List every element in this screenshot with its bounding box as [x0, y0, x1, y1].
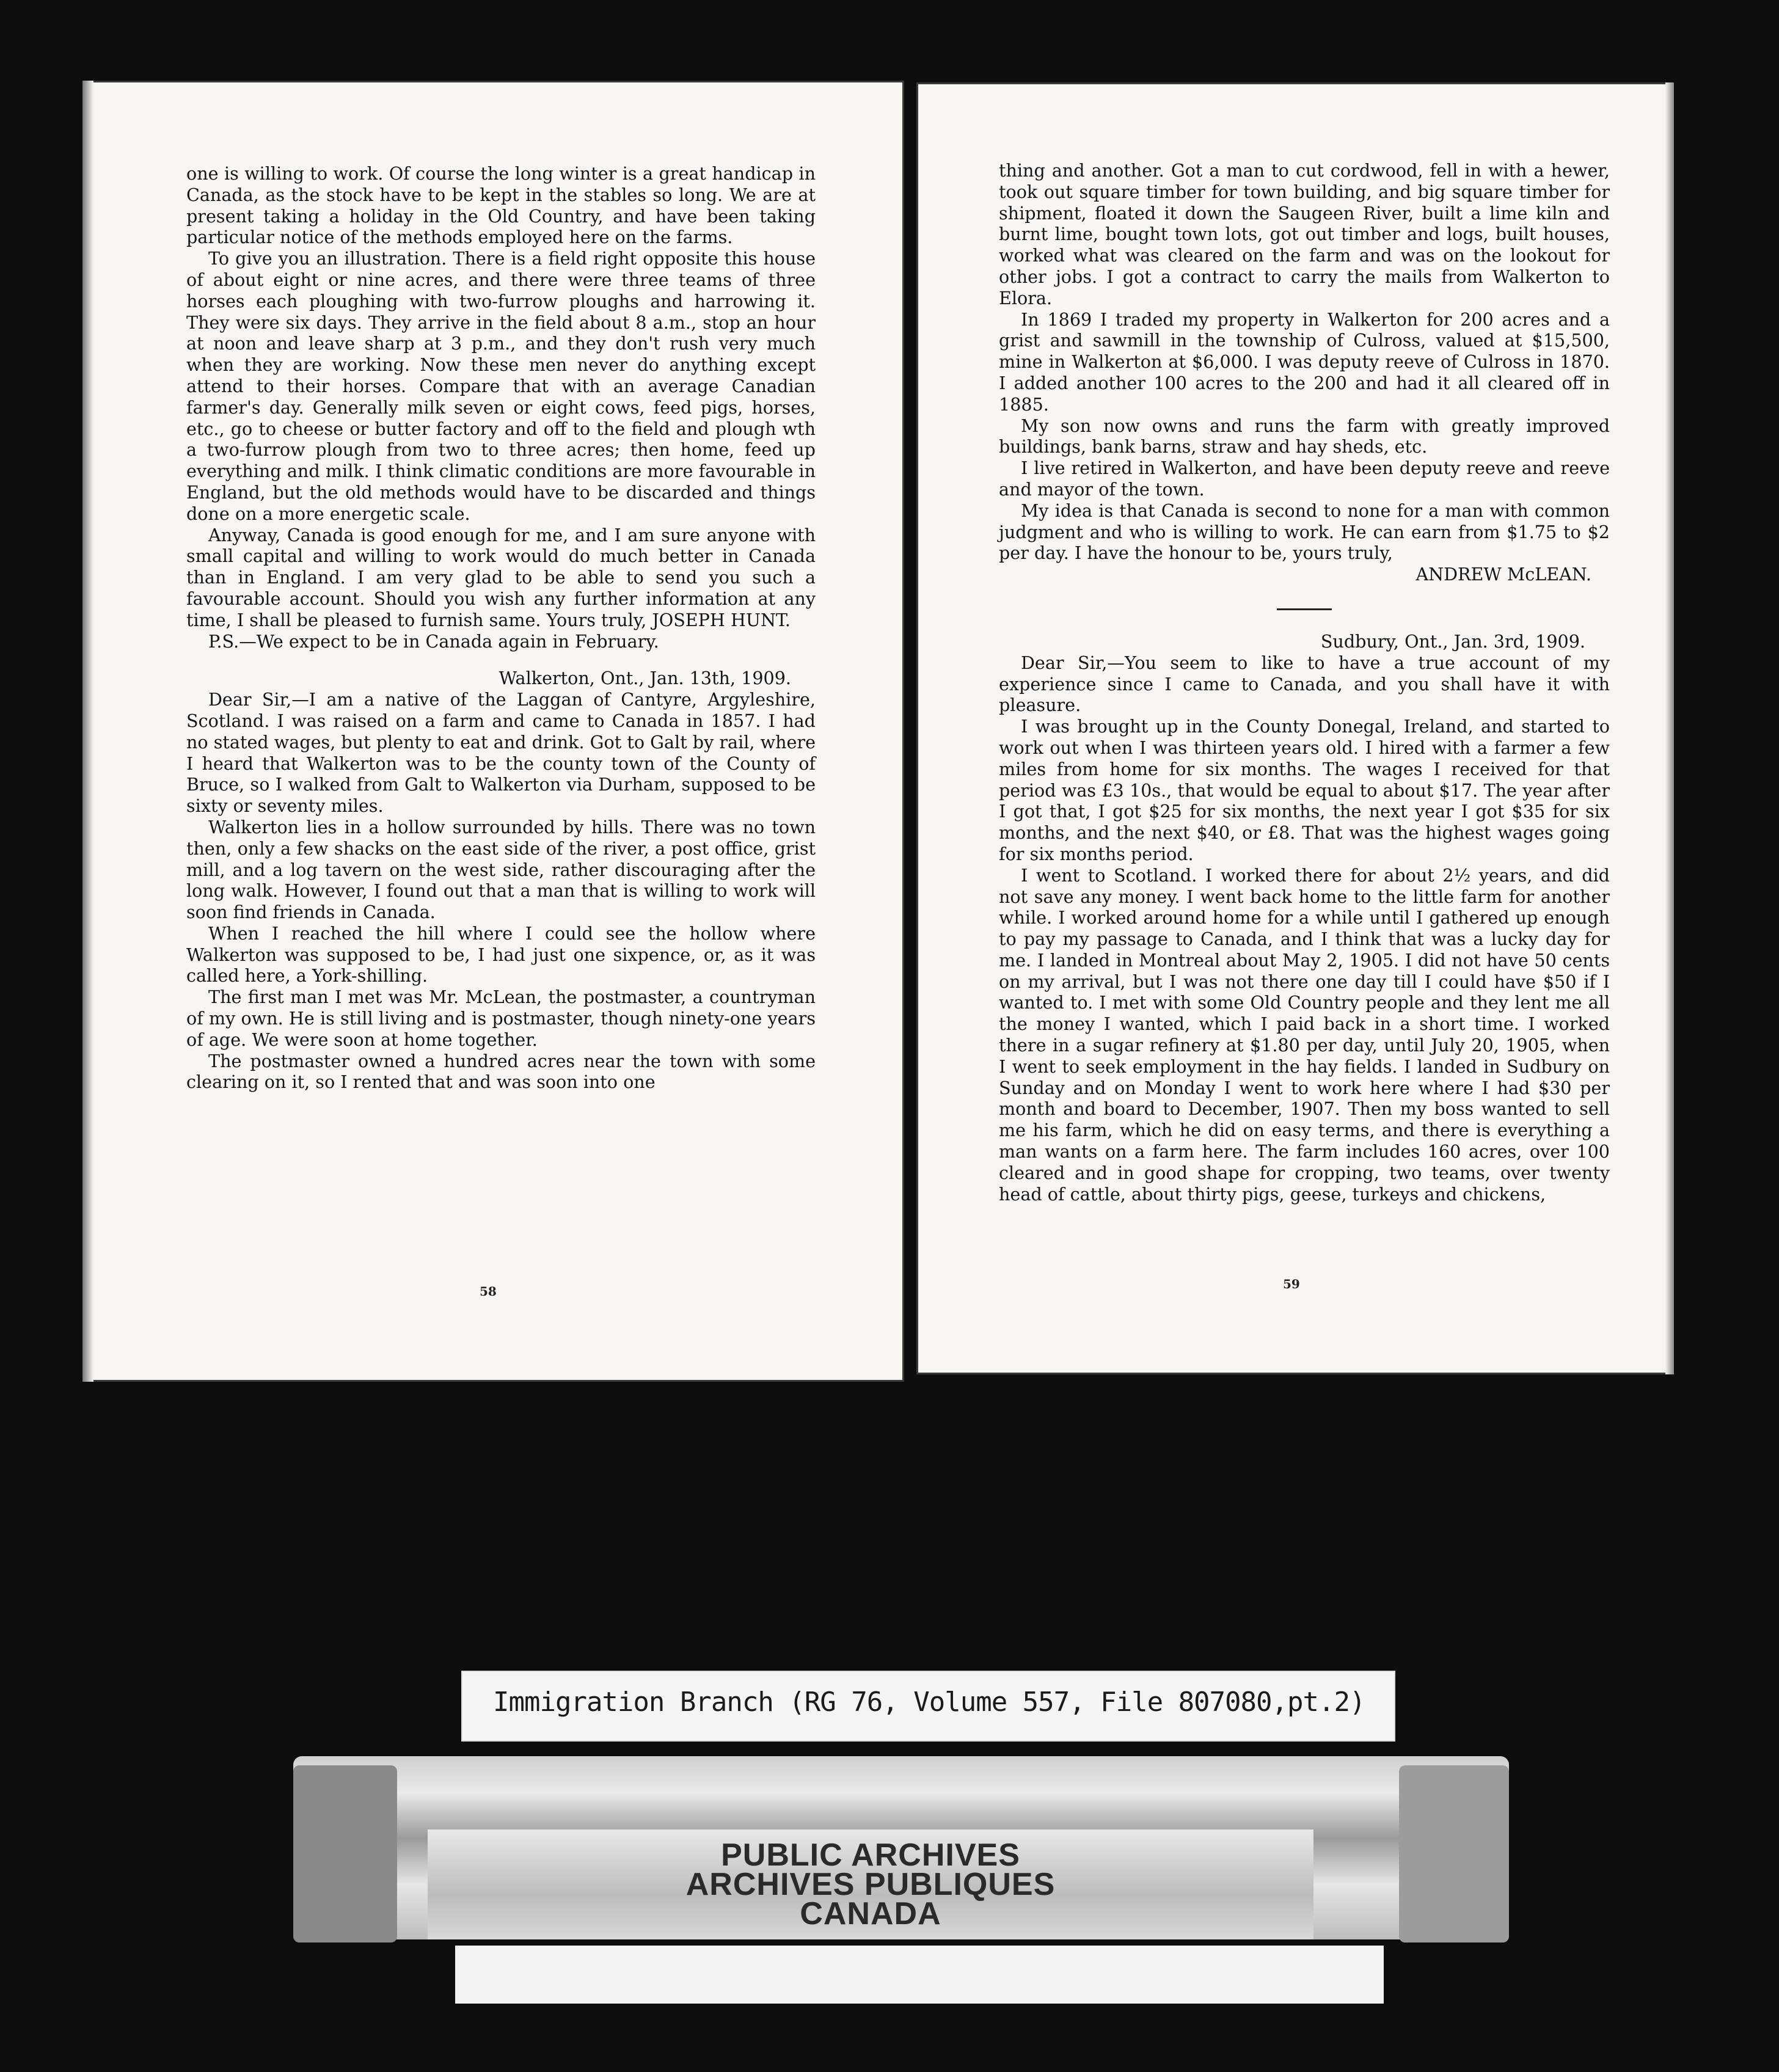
paragraph: thing and another. Got a man to cut cordwood, fell in with a hewer, took out square timber for town building, and big square timber for shipment, floated it down the Saugeen River, built a lime kiln and burnt lime, bought town lots, got out timber and logs, built houses, worked what was cleared on the farm and was on the lookout for other jobs. I got a contract to carry the mails from Walkerton to Elora.: [999, 160, 1610, 308]
stamp-line: ARCHIVES PUBLIQUES: [685, 1867, 1056, 1902]
archive-reference-text: Immigration Branch (RG 76, Volume 557, File 807080,pt.2): [493, 1687, 1365, 1718]
page-edge-shadow: [82, 81, 93, 1382]
paragraph: Walkerton lies in a hollow surrounded by hills. There was no town then, only a few shacks on the east side of the river, a post office, grist mill, and a log tavern on the west side, rather discouraging after the long walk. However, I found out that a man that is willing to work will soon find friends in Canada.: [186, 816, 816, 923]
paragraph: one is willing to work. Of course the long winter is a great handicap in Canada, as the stock have to be kept in the stables so long. We are at present taking a holiday in the Old Country, and have been taking particular notice of the methods employed here on the farms.: [186, 163, 816, 248]
paragraph: To give you an illustration. There is a field right opposite this house of about eight or nine acres, and there were three teams of three horses each ploughing with two-furrow ploughs and harrowing it. They were six days. They arrive in the field about 8 a.m., stop an hour at noon and leave sharp at 3 p.m., and they don't rush very much when they are working. Now these men never do anything except attend to their horses. Compare that with an average Canadian farmer's day. Generally milk seven or eight cows, feed pigs, horses, etc., go to cheese or butter factory and off to the field and plough wth a two-furrow plough from two to three acres; then home, feed up everything and milk. I think climatic conditions are more favourable in England, but the old methods would have to be discarded and things done on a more energetic scale.: [186, 248, 816, 524]
paragraph: The postmaster owned a hundred acres near the town with some clearing on it, so I rented that and was soon into one: [186, 1050, 816, 1093]
paragraph: The first man I met was Mr. McLean, the postmaster, a countryman of my own. He is still living and is postmaster, though ninety-one years of age. We were soon at home together.: [186, 987, 816, 1050]
archives-stamp-text: [428, 1837, 1313, 1932]
stamp-line: CANADA: [800, 1896, 941, 1932]
stamp-line: PUBLIC ARCHIVES: [721, 1837, 1020, 1873]
signature: ANDREW McLEAN.: [1416, 564, 1591, 585]
left-page: [82, 81, 904, 1382]
left-page-text-column: [186, 163, 816, 1093]
paragraph: Anyway, Canada is good enough for me, and I am sure anyone with small capital and willing to work would do much better in Canada than in England. I am very glad to be able to send you such a favourable account. Should you wish any further information at any time, I shall be pleased to furnish same. Yours truly, JOSEPH HUNT.: [186, 524, 816, 630]
page-number: 59: [1283, 1277, 1300, 1291]
section-divider: [1277, 608, 1332, 610]
paragraph: Dear Sir,—I am a native of the Laggan of Cantyre, Argyleshire, Scotland. I was raised on a farm and came to Canada in 1857. I had no stated wages, but plenty to eat and drink. Got to Galt by rail, where I heard that Walkerton was to be the county town of the County of Bruce, so I walked from Galt to Walkerton via Durham, supposed to be sixty or seventy miles.: [186, 689, 816, 817]
paragraph: When I reached the hill where I could see the hollow where Walkerton was supposed to be, I had just one sixpence, or, as it was called here, a York-shilling.: [186, 922, 816, 987]
letter-dateline: Sudbury, Ont., Jan. 3rd, 1909.: [1320, 630, 1585, 652]
archive-reference-label: [461, 1671, 1395, 1742]
clip-end-left: [293, 1765, 397, 1942]
letter-dateline: Walkerton, Ont., Jan. 13th, 1909.: [499, 668, 791, 689]
right-page: [916, 82, 1674, 1374]
paragraph: I went to Scotland. I worked there for about 2½ years, and did not save any money. I went back home to the little farm for another while. I worked around home for a while until I gathered up enough to pay my passage to Canada, and I think that was a lucky day for me. I landed in Montreal about May 2, 1905. I did not have 50 cents on my arrival, but I was not there one day till I could have $50 if I wanted to. I met with some Old Country people and they lent me all the money I wanted, which I paid back in a short time. I worked there in a sugar refinery at $1.80 per day, until July 20, 1905, when I went to seek employment in the hay fields. I landed in Sudbury on Sunday and on Monday I went to work here where I had $30 per month and board to December, 1907. Then my boss wanted to sell me his farm, which he did on easy terms, and there is everything a man wants on a farm here. The farm includes 160 acres, over 100 cleared and in good shape for cropping, two teams, over twenty head of cattle, about thirty pigs, geese, turkeys and chickens,: [999, 864, 1610, 1205]
postscript: P.S.—We expect to be in Canada again in February.: [208, 630, 659, 652]
label-base-strip: [455, 1946, 1384, 2004]
page-edge-shadow: [1665, 82, 1674, 1374]
paragraph: My son now owns and runs the farm with greatly improved buildings, bank barns, straw and hay sheds, etc.: [999, 415, 1610, 458]
paragraph: My idea is that Canada is second to none for a man with common judgment and who is willing to work. He can earn from $1.75 to $2 per day. I have the honour to be, yours truly,: [999, 500, 1610, 564]
paragraph: In 1869 I traded my property in Walkerton for 200 acres and a grist and sawmill in the township of Culross, valued at $15,500, mine in Walkerton at $6,000. I was deputy reeve of Culross in 1870. I added another 100 acres to the 200 and had it all cleared off in 1885.: [999, 308, 1610, 415]
page-number: 58: [480, 1284, 497, 1299]
archives-stamp: [428, 1829, 1313, 1939]
paragraph: Dear Sir,—You seem to like to have a true account of my experience since I came to Canada, and you shall have it with pleasure.: [999, 652, 1610, 716]
clip-end-right: [1399, 1765, 1509, 1942]
paragraph: I live retired in Walkerton, and have been deputy reeve and reeve and mayor of the town.: [999, 458, 1610, 500]
paragraph: I was brought up in the County Donegal, Ireland, and started to work out when I was thirteen years old. I hired with a farmer a few miles from home for six months. The wages I received for that period was £3 10s., that would be equal to about $17. The year after I got that, I got $25 for six months, the next year I got $35 for six months, and the next $40, or £8. That was the highest wages going for six months period.: [999, 716, 1610, 864]
right-page-text-column: [999, 160, 1610, 1205]
